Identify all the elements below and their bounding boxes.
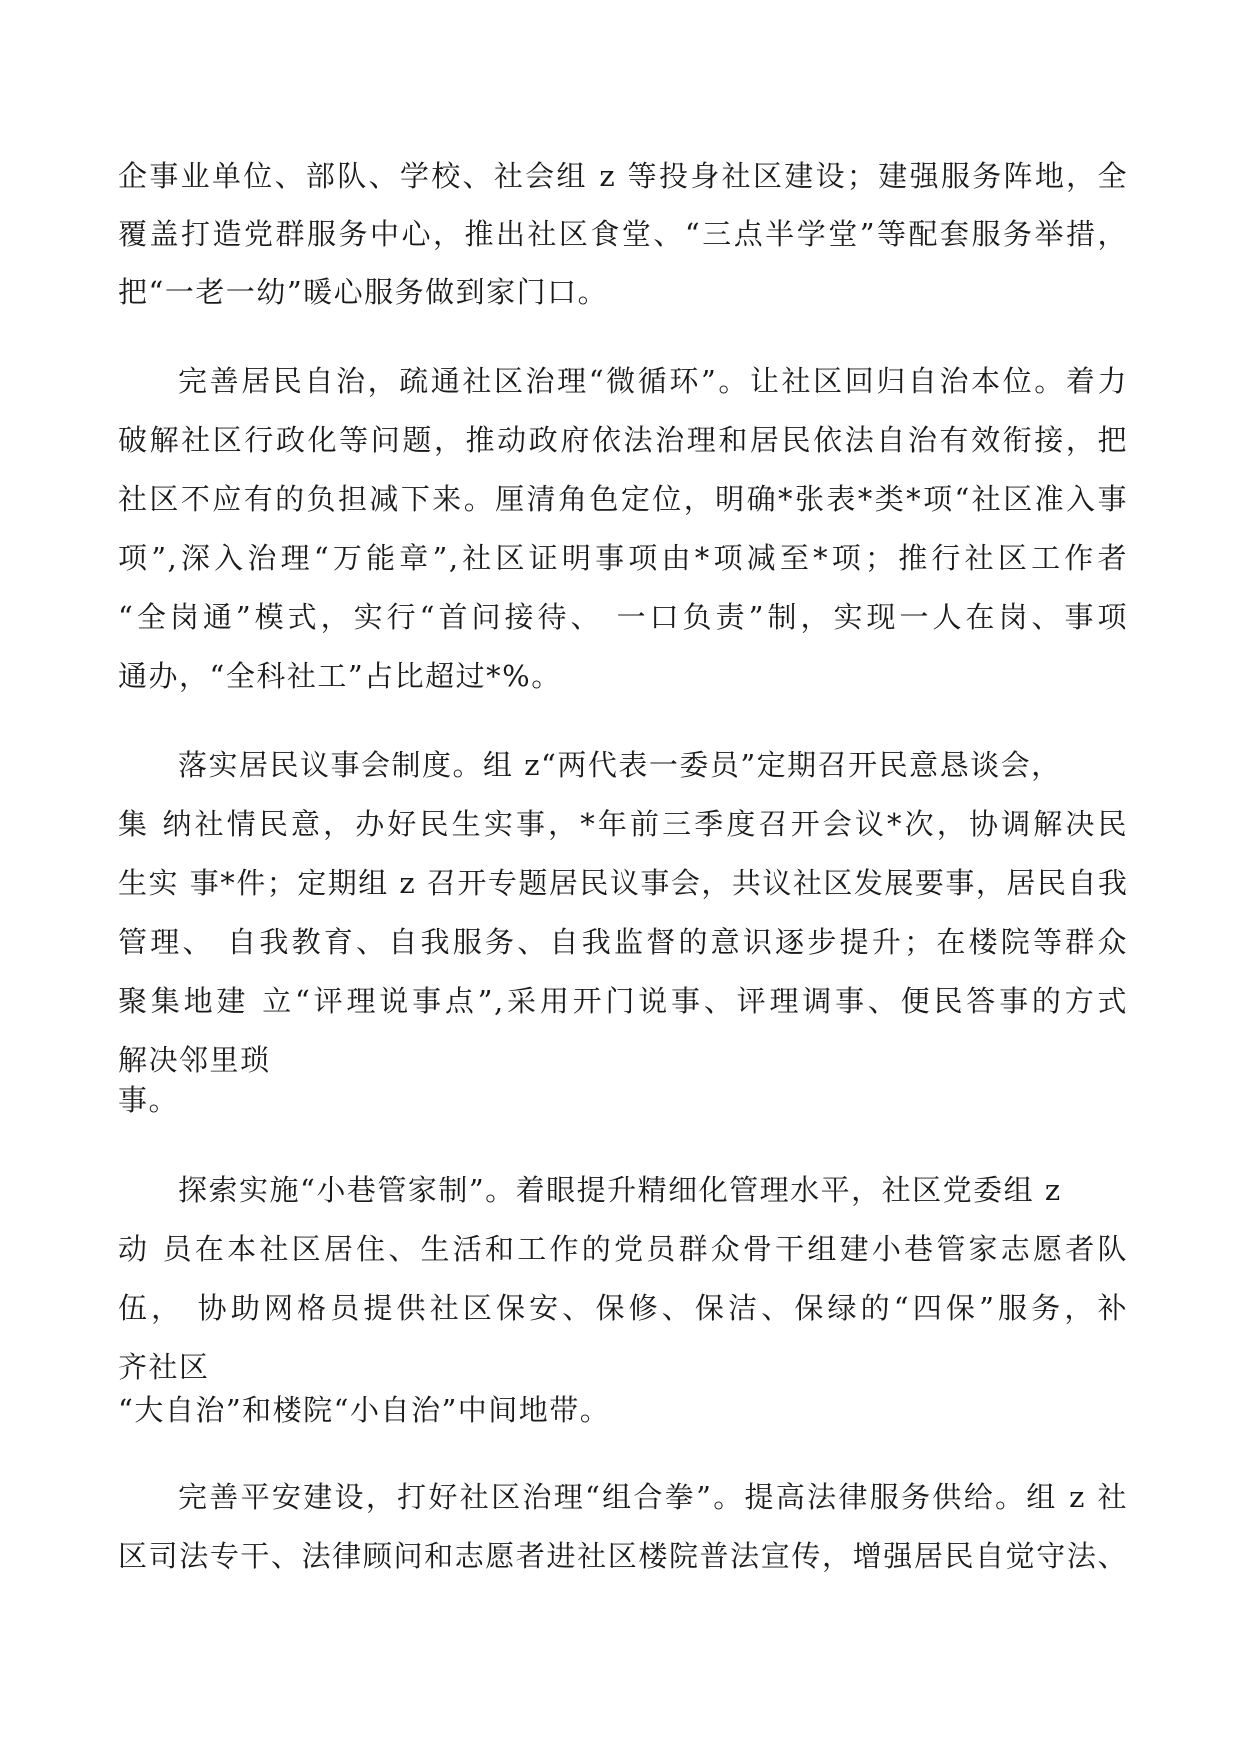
- text-line-4: 完善居民自治，疏通社区治理“微循环”。让社区回归自治本位。着力: [178, 364, 1128, 398]
- text-line-2: 覆盖打造党群服务中心，推出社区食堂、“三点半学堂”等配套服务举措，: [118, 217, 1128, 251]
- text-line-6: 社区不应有的负担减下来。厘清角色定位，明确*张表*类*项“社区准入事: [118, 482, 1128, 516]
- text-line-19: 伍， 协助网格员提供社区保安、保修、保洁、保绿的“四保”服务，补: [118, 1291, 1128, 1325]
- text-line-10: 落实居民议事会制度。组 z“两代表一委员”定期召开民意恳谈会，: [178, 748, 1062, 782]
- text-line-7: 项”,深入治理“万能章”,社区证明事项由*项减至*项；推行社区工作者: [118, 541, 1128, 575]
- text-line-21: “大自治”和楼院“小自治”中间地带。: [118, 1393, 611, 1427]
- text-line-20: 齐社区: [118, 1350, 210, 1384]
- text-line-9: 通办，“全科社工”占比超过*%。: [118, 659, 562, 693]
- text-line-14: 聚集地建 立“评理说事点”,采用开门说事、评理调事、便民答事的方式: [118, 984, 1128, 1018]
- text-line-11: 集 纳社情民意，办好民生实事，*年前三季度召开会议*次，协调解决民: [118, 807, 1128, 841]
- text-line-13: 管理、 自我教育、自我服务、自我监督的意识逐步提升；在楼院等群众: [118, 925, 1128, 959]
- text-line-3: 把“一老一幼”暖心服务做到家门口。: [118, 275, 609, 309]
- text-line-15: 解决邻里琐: [118, 1043, 271, 1077]
- text-line-18: 动 员在本社区居住、生活和工作的党员群众骨干组建小巷管家志愿者队: [118, 1232, 1128, 1266]
- text-line-16: 事。: [118, 1083, 180, 1117]
- text-line-22: 完善平安建设，打好社区治理“组合拳”。提高法律服务供给。组 z 社: [178, 1480, 1128, 1514]
- text-line-23: 区司法专干、法律顾问和志愿者进社区楼院普法宣传，增强居民自觉守法、: [118, 1539, 1128, 1573]
- text-line-12: 生实 事*件；定期组 z 召开专题居民议事会，共议社区发展要事，居民自我: [118, 866, 1129, 900]
- text-line-17: 探索实施“小巷管家制”。着眼提升精细化管理水平，社区党委组 z: [178, 1173, 1062, 1207]
- text-line-5: 破解社区行政化等问题，推动政府依法治理和居民依法自治有效衔接，把: [118, 423, 1128, 457]
- text-line-1: 企事业单位、部队、学校、社会组 z 等投身社区建设；建强服务阵地，全: [118, 159, 1128, 193]
- text-line-8: “全岗通”模式，实行“首问接待、 一口负责”制，实现一人在岗、事项: [118, 600, 1128, 634]
